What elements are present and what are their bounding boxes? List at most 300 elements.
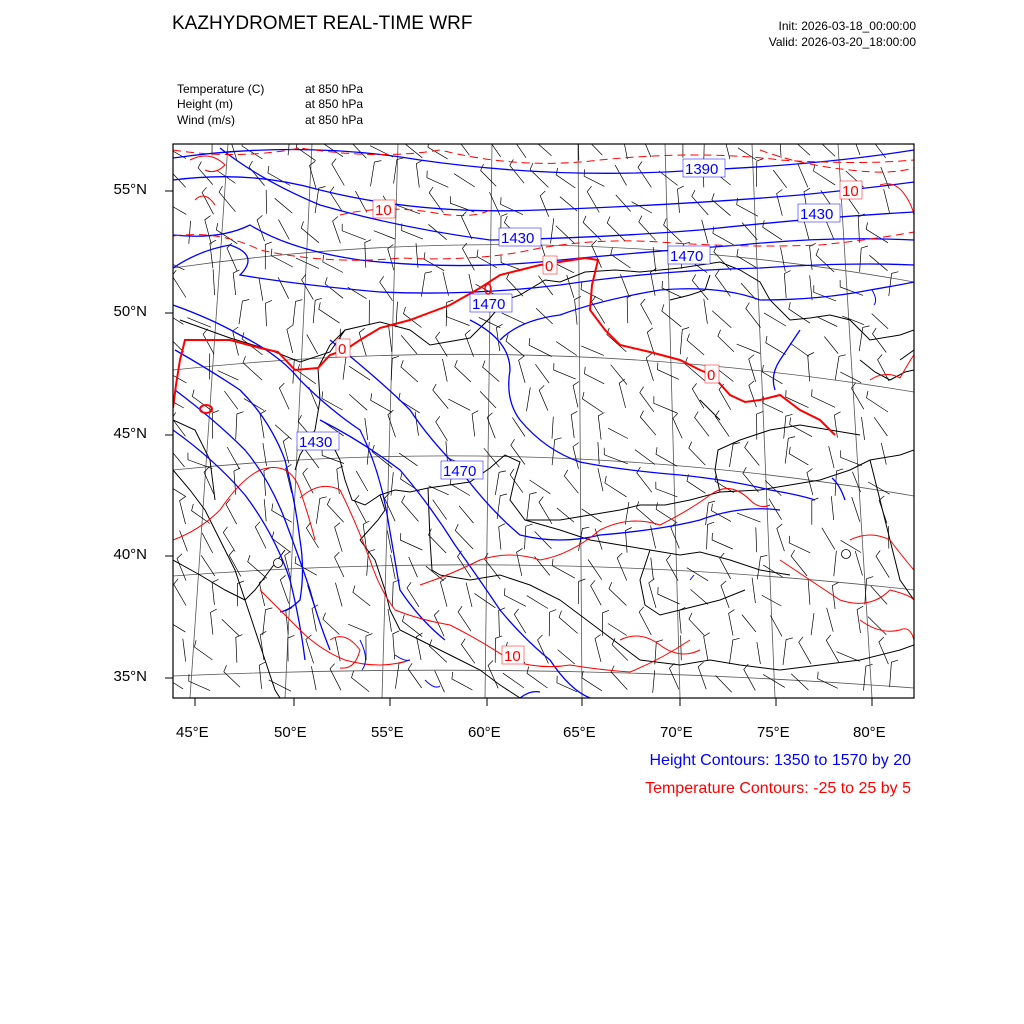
wind-barb (401, 360, 418, 382)
wind-barb (388, 410, 396, 437)
wind-barb (539, 385, 548, 410)
wind-barb (507, 272, 523, 296)
wind-barb (321, 136, 343, 157)
wind-barb (302, 274, 314, 299)
wind-barb (571, 411, 577, 438)
wind-barb (790, 343, 809, 356)
wind-barb (323, 255, 343, 273)
lon-label: 50°E (274, 724, 307, 741)
wind-barb (706, 501, 716, 525)
wind-barb (472, 411, 478, 437)
wind-barb (538, 276, 552, 295)
wind-barb (366, 634, 373, 661)
wind-barb (342, 224, 365, 240)
wind-barb (557, 676, 577, 692)
wind-barb (831, 496, 833, 520)
wind-barb (264, 499, 266, 521)
wind-barb (827, 608, 834, 632)
wind-barb (752, 578, 755, 603)
wind-barb (611, 666, 627, 690)
wind-barb (640, 387, 654, 412)
wind-barb (530, 480, 551, 494)
height-contour-label (683, 159, 725, 178)
wind-barb (632, 202, 652, 213)
height-contour-label (798, 204, 840, 223)
wind-barb (488, 661, 498, 689)
wind-barb (443, 359, 448, 382)
field-level: at 850 hPa (305, 82, 364, 96)
wind-barb (415, 412, 418, 436)
wind-barb (874, 417, 887, 436)
lon-label: 60°E (468, 724, 501, 741)
lat-label: 40°N (113, 546, 147, 563)
wind-barb (527, 492, 537, 519)
wind-barb (552, 417, 553, 439)
wind-barb (359, 328, 366, 355)
wind-barb (611, 248, 631, 269)
wind-barb (707, 522, 715, 549)
svg-text:10: 10 (375, 202, 392, 219)
wind-barb (868, 617, 886, 635)
wind-barb (409, 557, 418, 577)
wind-barb (527, 387, 531, 411)
wind-barb (781, 247, 786, 271)
wind-barb (784, 271, 790, 298)
wind-barb (427, 171, 448, 188)
lon-ticks (195, 698, 872, 706)
wind-barb (259, 662, 265, 689)
wind-barb (205, 216, 212, 245)
wind-barb (868, 482, 890, 494)
wind-barb (296, 258, 319, 269)
wind-barb (757, 642, 761, 664)
wind-barb (248, 555, 267, 578)
wind-barb (236, 412, 244, 440)
wind-barb (762, 595, 782, 606)
wind-barb (424, 252, 444, 270)
wind-barb (530, 163, 548, 187)
wind-barb (822, 528, 835, 550)
wind-barb (687, 568, 708, 581)
wind-barb (689, 442, 706, 465)
wind-barb (202, 533, 213, 553)
wind-barb (527, 596, 548, 609)
wind-barb (448, 399, 470, 410)
wind-barb (826, 635, 839, 662)
svg-text:1430: 1430 (800, 206, 834, 223)
wind-barb (452, 672, 473, 690)
wind-barb (335, 523, 343, 552)
wind-barb (578, 133, 585, 161)
wind-barb (791, 674, 808, 690)
svg-text:1470: 1470 (670, 248, 704, 265)
wind-barb (573, 382, 579, 408)
height-contour-label (470, 294, 512, 313)
wind-barb (810, 275, 812, 300)
wind-barb (426, 566, 444, 581)
wind-barb (638, 162, 651, 188)
country-borders (173, 262, 914, 698)
wind-barb (353, 586, 370, 606)
map-title: KAZHYDROMET REAL-TIME WRF (172, 13, 473, 34)
graticule (173, 144, 914, 698)
wind-barb (691, 589, 709, 604)
wind-barb (582, 392, 602, 413)
wind-barb (866, 222, 888, 242)
wind-barb (227, 447, 239, 469)
temp-contour-label (373, 200, 395, 219)
wind-barb (447, 310, 470, 326)
wind-barb (642, 135, 651, 157)
wind-barb (662, 304, 682, 327)
wind-barb (255, 522, 266, 549)
wind-barb (306, 522, 318, 547)
svg-text:1430: 1430 (501, 230, 535, 247)
wind-barb (817, 139, 835, 156)
wind-barb (356, 471, 368, 491)
wind-barb (869, 255, 887, 270)
wind-barb (512, 418, 525, 437)
wind-barb (203, 329, 214, 354)
wind-barb (180, 497, 186, 524)
wind-barb (837, 652, 860, 662)
lon-label: 80°E (853, 724, 886, 741)
wind-barb (715, 270, 730, 297)
wind-barb (242, 139, 262, 159)
wind-barb (834, 412, 840, 438)
lon-label: 45°E (176, 724, 209, 741)
wind-barb (573, 443, 579, 469)
wind-barb (224, 391, 237, 409)
wind-barb (658, 363, 679, 380)
lon-label: 65°E (563, 724, 596, 741)
wind-barb (790, 418, 812, 437)
wind-barb (653, 247, 656, 272)
wind-barb (429, 529, 447, 553)
wind-barb (552, 559, 575, 578)
wind-barb (582, 671, 602, 691)
wind-barb (513, 139, 526, 158)
wind-barb (517, 548, 523, 576)
wind-barb (742, 615, 756, 632)
wind-barb (741, 283, 756, 299)
wind-barb (443, 272, 449, 296)
wind-barb (459, 506, 474, 523)
wind-barb (162, 675, 184, 689)
svg-text:1470: 1470 (443, 463, 477, 480)
wind-barb (654, 396, 677, 413)
wind-barb (649, 579, 656, 608)
wind-barb (712, 193, 731, 216)
wind-barb (873, 328, 887, 353)
wind-barb (263, 608, 273, 635)
wind-barb (812, 389, 835, 407)
lat-label: 35°N (113, 668, 147, 685)
wind-barb (756, 159, 763, 187)
wind-barb (166, 196, 186, 215)
wind-barb (808, 580, 810, 605)
wind-barb (872, 314, 888, 329)
wind-barb (380, 276, 393, 301)
wind-barb (483, 361, 500, 382)
wind-barb (852, 497, 860, 522)
wind-barb (586, 138, 602, 155)
wind-barb (575, 296, 581, 324)
wind-barb (598, 413, 604, 440)
wind-barb (316, 497, 326, 524)
lat-label: 45°N (113, 425, 147, 442)
wind-barb (713, 226, 734, 245)
wind-barb (280, 575, 289, 603)
wind-barb (189, 674, 210, 690)
wind-barb (598, 442, 599, 464)
wind-barb (212, 129, 219, 156)
wind-barb (878, 355, 889, 382)
wind-barb (168, 447, 184, 467)
wind-barb (789, 447, 808, 465)
wind-barb (607, 328, 626, 352)
wind-barb (257, 215, 264, 241)
wind-barb (695, 412, 709, 437)
wind-barb (348, 624, 369, 633)
wind-barb (395, 662, 405, 689)
wind-barb (641, 299, 652, 325)
svg-text:0: 0 (338, 341, 347, 358)
wind-barb (659, 171, 678, 185)
wind-barb (814, 285, 836, 301)
wind-barb (639, 607, 651, 635)
wind-barb (429, 486, 449, 495)
valid-time: Valid: 2026-03-20_18:00:00 (768, 35, 916, 49)
wind-barb (669, 663, 679, 689)
wind-barb-field (162, 129, 899, 693)
wind-barb (271, 249, 293, 267)
wind-barb (301, 221, 319, 242)
height-contour-label (441, 461, 483, 480)
temp-contour-label (502, 646, 524, 665)
wind-barb (474, 593, 495, 607)
wind-barb (812, 498, 819, 525)
map-frame (173, 144, 914, 698)
wind-barb (712, 533, 733, 549)
wind-barb (852, 472, 860, 492)
temperature-contour-note: Temperature Contours: -25 to 25 by 5 (645, 780, 911, 797)
wind-barb (585, 367, 605, 384)
wind-barb (433, 384, 448, 409)
wind-barb (617, 553, 627, 580)
wind-barb (504, 588, 526, 606)
wind-barb (435, 671, 445, 693)
wind-barb (559, 611, 578, 634)
wind-barb (581, 346, 604, 356)
temp-contour-label (705, 365, 719, 384)
wind-barb (417, 633, 423, 660)
wind-barb (433, 500, 447, 520)
wind-barb (307, 334, 318, 353)
wind-barb (889, 272, 899, 296)
wind-barb (578, 579, 585, 604)
wind-barb (783, 638, 793, 665)
wind-barb (619, 379, 625, 408)
wind-barb (764, 313, 786, 326)
wind-barb (729, 610, 735, 636)
wind-barb (365, 418, 368, 440)
wind-barb (556, 168, 575, 188)
wind-barb (704, 137, 705, 160)
temp-contour-label (543, 256, 557, 275)
wind-barb (371, 161, 382, 187)
wind-barb (293, 300, 302, 326)
wind-barb (715, 411, 729, 437)
svg-text:0: 0 (707, 367, 716, 384)
wind-barb (789, 536, 810, 553)
wind-barb (551, 218, 554, 243)
wind-barb (556, 226, 574, 243)
wind-barb (623, 133, 629, 159)
wind-barb (818, 672, 838, 689)
wind-barb (218, 371, 239, 381)
wind-barb (714, 246, 731, 271)
wind-barb (729, 638, 739, 664)
wind-barb (588, 560, 602, 580)
wind-barb (174, 579, 186, 606)
wind-barb (269, 680, 291, 691)
wind-barb (786, 390, 809, 408)
wind-barb (502, 313, 525, 324)
wind-barb (236, 635, 243, 663)
wind-barb (166, 484, 186, 496)
wind-barb (455, 524, 473, 549)
wind-barb (798, 164, 808, 188)
wind-barb (465, 330, 473, 357)
wind-barb (371, 393, 392, 412)
wind-barb (226, 499, 237, 524)
wind-barb (679, 607, 685, 633)
wind-barb (416, 160, 422, 187)
lon-label: 70°E (660, 724, 693, 741)
wind-barb (605, 476, 627, 497)
wind-barb (658, 587, 680, 604)
field-level: at 850 hPa (305, 97, 364, 111)
wind-barb (461, 639, 474, 664)
wind-barb (495, 471, 506, 495)
wind-barb (183, 639, 186, 662)
wind-barb (455, 360, 471, 382)
wind-barb (757, 412, 764, 440)
wind-barb (673, 413, 682, 438)
wind-barb (374, 231, 395, 239)
wind-barb (558, 650, 575, 665)
wind-barb (335, 552, 344, 577)
wind-barb (168, 162, 186, 187)
wind-barb (458, 606, 471, 631)
field-level: at 850 hPa (305, 113, 364, 127)
wind-barb (564, 470, 578, 493)
wind-barb (720, 553, 731, 579)
wind-barb (343, 355, 346, 380)
wind-barb (884, 189, 890, 213)
wind-barb (332, 159, 345, 186)
wind-barb (287, 325, 293, 353)
wind-barb (749, 355, 756, 382)
wind-barb (824, 337, 838, 354)
wind-barb (394, 158, 404, 184)
wind-barb (454, 174, 475, 187)
wind-barb (211, 609, 217, 634)
wind-barb (210, 240, 216, 268)
field-name: Height (m) (177, 97, 234, 111)
height-contour-note: Height Contours: 1350 to 1570 by 20 (649, 752, 911, 769)
wind-barb (352, 671, 370, 692)
wind-barb (279, 383, 289, 409)
wind-barb (655, 640, 663, 665)
wind-barb (584, 169, 604, 186)
wind-barb (867, 391, 889, 412)
wind-barb (455, 130, 470, 156)
wind-barb (616, 195, 631, 212)
wind-barb (213, 269, 215, 295)
wind-barb (391, 472, 393, 496)
wind-barb (501, 197, 523, 214)
height-contour-label (499, 228, 541, 247)
wind-barb (319, 302, 340, 323)
wind-barb (718, 330, 734, 352)
wind-barb (765, 481, 781, 496)
temp-contour-label (840, 181, 862, 200)
wind-barb (857, 606, 863, 633)
wind-barb (834, 551, 837, 576)
wind-barb (799, 637, 811, 664)
wind-barb (766, 336, 786, 355)
wind-barb (737, 513, 761, 522)
wind-barb (223, 527, 235, 552)
wind-barb (311, 666, 316, 690)
height-contour-label (297, 432, 339, 451)
wind-barb (814, 164, 836, 185)
wind-barb (462, 243, 474, 270)
wind-barb (194, 640, 212, 660)
wind-barb (556, 342, 577, 356)
wind-barb (639, 216, 656, 241)
wind-barb (330, 187, 342, 212)
wind-barb (198, 162, 213, 185)
wind-barb (388, 245, 394, 271)
svg-text:10: 10 (504, 648, 521, 665)
wind-barb (692, 383, 704, 408)
wind-barb (749, 381, 757, 407)
wind-barb (712, 311, 731, 328)
wind-barb (484, 448, 500, 467)
wind-barb (349, 394, 367, 410)
wind-barb (876, 551, 889, 578)
station-marker (274, 559, 283, 568)
wind-barb (180, 531, 188, 552)
wind-barb (724, 131, 730, 159)
wind-barb (355, 191, 367, 212)
wind-barb (777, 190, 783, 216)
wind-barb (685, 357, 705, 380)
wind-barb (402, 496, 419, 522)
wind-barb (293, 359, 294, 384)
wind-barb (166, 140, 186, 158)
wind-barb (785, 437, 795, 464)
wind-barb (762, 365, 782, 384)
wind-barb (791, 550, 807, 576)
svg-text:1430: 1430 (299, 434, 333, 451)
wind-barb (881, 443, 886, 465)
wind-barb (835, 355, 846, 380)
wind-barb (702, 220, 708, 244)
